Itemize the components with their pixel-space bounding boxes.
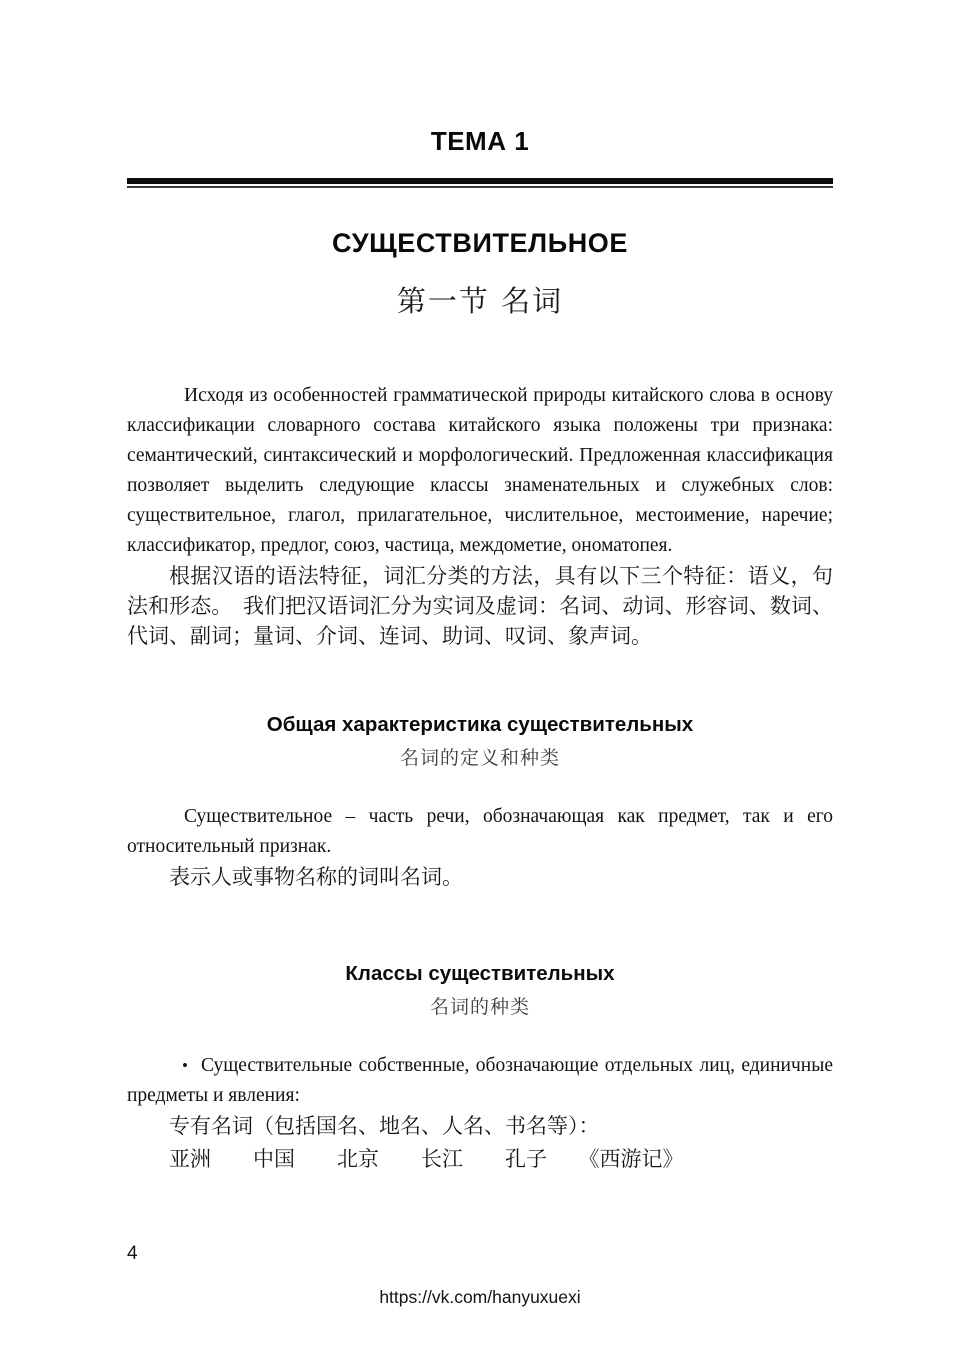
part-title: СУЩЕСТВИТЕЛЬНОЕ [331,228,629,258]
definition-block [127,770,833,892]
intro-paragraph-russian: Исходя из особенностей грамматической природы китайского слова в основу классификации словарного состава китайского языка положены три признака: семантический, синтаксический и морфологический. Предложенная классификация позволяет выделить следующие классы знаменательных и служебных слов: существительное, глагол, прилагательное, числительное, местоимение, наречие; классификатор, предлог, союз, частица, междометие, ономатопея. [127,385,833,556]
part-title-chinese: 第一节 名词 [396,284,564,318]
list-item-text-chinese: 专有名词（包括国名、地名、人名、书名等）： [169,1114,600,1138]
section-general-heading-russian: Общая характеристика существительных [266,713,694,736]
section-general-heading-chinese: 名词的定义和种类 [399,747,560,769]
section-classes-heading-russian: Классы существительных [345,962,615,985]
classes-list-block [127,1019,833,1175]
section-general-characteristics [127,651,833,770]
header-divider [127,178,833,188]
list-item-text-russian: Существительные собственные, обозначающие отдельных лиц, единичные предметы и явления: [127,1055,833,1106]
bullet-icon: • [182,1056,188,1075]
intro-paragraph-chinese: 根据汉语的语法特征，词汇分类的方法，具有以下三个特征：语义，句法和形态。 我们把汉语词汇分为实词及虚词：名词、动词、形容词、数词、代词、副词；量词、介词、连词、助词、叹词、象声词。 [127,564,833,648]
footer-url: https://vk.com/hanyuxuexi [379,1287,581,1307]
section-classes-heading-chinese: 名词的种类 [429,996,530,1018]
section-noun-classes [127,892,833,1019]
definition-paragraph-chinese: 表示人或事物名称的词叫名词。 [169,865,463,889]
topic-title: ТЕМА 1 [430,126,530,156]
page-number: 4 [127,1243,138,1264]
list-item [127,1051,833,1111]
definition-paragraph-russian: Существительное – часть речи, обозначающая как предмет, так и его относительный признак. [127,806,833,857]
chinese-examples: 亚洲 中国 北京 长江 孔子 《西游记》 [169,1147,684,1171]
